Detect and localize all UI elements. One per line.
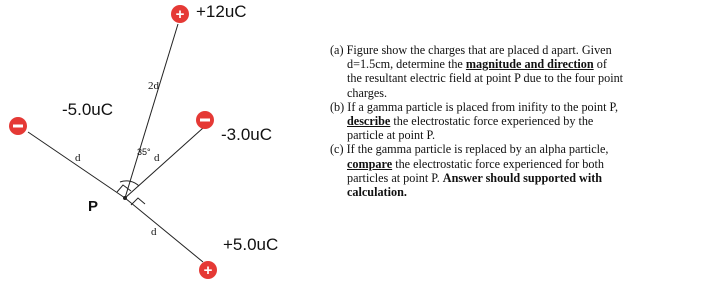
part-b-line-3: particle at point P. — [347, 128, 436, 143]
part-a-emphasis: magnitude and direction — [465, 57, 594, 72]
distance-d-bottom-label: d — [151, 226, 157, 238]
part-c-text: the electrostatic force experienced for both — [395, 156, 604, 171]
angle-label: 35° — [137, 147, 151, 157]
part-a-line-3: the resultant electric field at point P due to the four point — [347, 71, 624, 86]
part-c-line-2 — [330, 157, 716, 171]
point-p-label: P — [88, 198, 99, 215]
line-to-top-charge — [125, 24, 178, 198]
line-to-middle-charge — [125, 128, 203, 198]
question-part-b — [330, 100, 716, 143]
top-charge-label: +12uC — [196, 2, 247, 21]
right-angle-marker — [131, 198, 145, 205]
line-to-left-charge — [28, 132, 125, 198]
question-text — [330, 43, 716, 199]
line-to-bottom-charge — [125, 198, 203, 262]
svg-text:+: + — [175, 6, 185, 23]
part-c-text-2: particles at point P. — [347, 170, 440, 185]
middle-charge-label: -3.0uC — [221, 125, 273, 144]
charge-figure — [0, 0, 320, 297]
bottom-charge-label: +5.0uC — [223, 235, 279, 254]
bottom-charge-icon — [199, 261, 217, 279]
part-a-line-1: (a) Figure show the charges that are placed d apart. Given — [330, 43, 612, 57]
question-part-a — [330, 43, 716, 100]
distance-2d-label: 2d — [148, 80, 159, 92]
point-p-dot — [123, 196, 127, 200]
middle-charge-icon — [196, 111, 214, 129]
part-c-line-4: calculation. — [347, 185, 407, 200]
part-a-text-end: of — [596, 57, 607, 72]
left-charge-label: -5.0uC — [62, 100, 114, 119]
part-b-line-2 — [330, 114, 716, 128]
question-part-c — [330, 142, 716, 199]
svg-text:+: + — [203, 262, 213, 279]
part-b-line-1: (b) If a gamma particle is placed from inifity to the point P, — [330, 99, 619, 114]
part-a-line-2 — [330, 57, 716, 71]
part-c-line-1: (c) If the gamma particle is replaced by an alpha particle, — [330, 142, 609, 157]
distance-d-left-label: d — [75, 152, 81, 164]
part-c-emphasis: compare — [347, 156, 393, 171]
distance-d-middle-label: d — [154, 152, 160, 164]
part-b-emphasis: describe — [347, 114, 391, 129]
left-charge-icon — [9, 117, 27, 135]
part-c-line-3 — [330, 171, 716, 185]
part-a-line-4: charges. — [347, 85, 388, 100]
part-c-bold: Answer should supported with — [442, 170, 603, 185]
part-b-text: the electrostatic force experienced by the — [393, 114, 594, 129]
top-charge-icon — [171, 5, 189, 23]
part-a-text: d=1.5cm, determine the — [347, 57, 463, 72]
